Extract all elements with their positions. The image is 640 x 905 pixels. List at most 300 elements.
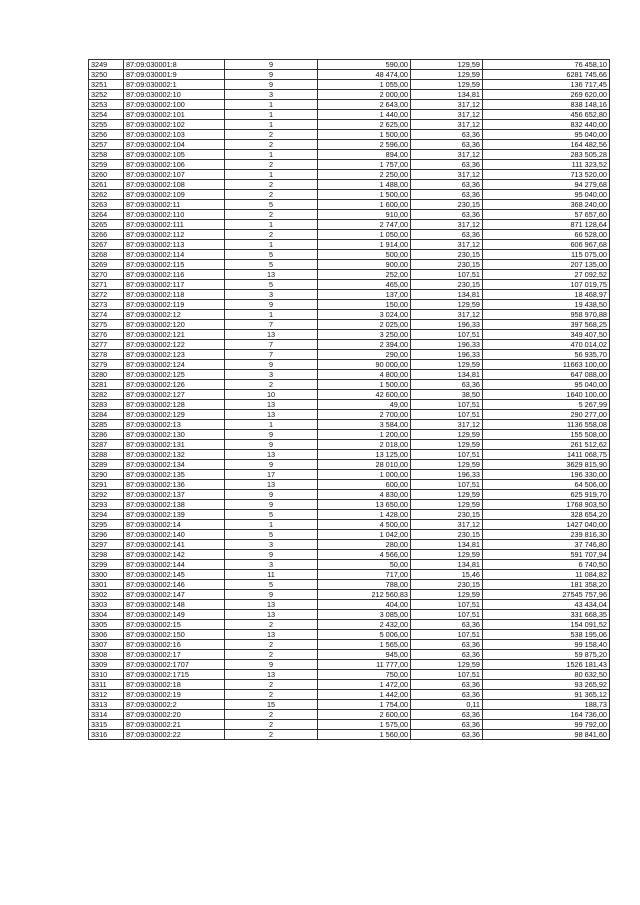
rate-cell: 63,36	[411, 690, 483, 700]
area-cell: 3 584,00	[318, 420, 411, 430]
group-code-cell: 9	[225, 500, 318, 510]
row-number-cell: 3252	[89, 90, 124, 100]
table-row	[89, 510, 610, 520]
group-code-cell: 9	[225, 490, 318, 500]
area-cell: 600,00	[318, 480, 411, 490]
cadastral-number-cell: 87:09:030002:109	[124, 190, 225, 200]
cadastral-number-cell: 87:09:030002:112	[124, 230, 225, 240]
rate-cell: 317,12	[411, 310, 483, 320]
cadastral-number-cell: 87:09:030002:20	[124, 710, 225, 720]
rate-cell: 63,36	[411, 620, 483, 630]
value-cell: 1768 903,50	[483, 500, 610, 510]
area-cell: 90 000,00	[318, 360, 411, 370]
rate-cell: 129,59	[411, 440, 483, 450]
value-cell: 95 040,00	[483, 130, 610, 140]
area-cell: 137,00	[318, 290, 411, 300]
rate-cell: 230,15	[411, 580, 483, 590]
area-cell: 3 024,00	[318, 310, 411, 320]
group-code-cell: 2	[225, 210, 318, 220]
area-cell: 13 125,00	[318, 450, 411, 460]
row-number-cell: 3273	[89, 300, 124, 310]
area-cell: 1 575,00	[318, 720, 411, 730]
value-cell: 1136 558,08	[483, 420, 610, 430]
cadastral-number-cell: 87:09:030002:149	[124, 610, 225, 620]
cadastral-number-cell: 87:09:030002:106	[124, 160, 225, 170]
value-cell: 328 654,20	[483, 510, 610, 520]
value-cell: 11 084,82	[483, 570, 610, 580]
group-code-cell: 1	[225, 520, 318, 530]
rate-cell: 317,12	[411, 120, 483, 130]
table-row	[89, 500, 610, 510]
cadastral-number-cell: 87:09:030002:107	[124, 170, 225, 180]
row-number-cell: 3307	[89, 640, 124, 650]
area-cell: 2 596,00	[318, 140, 411, 150]
group-code-cell: 2	[225, 730, 318, 740]
cadastral-number-cell: 87:09:030002:103	[124, 130, 225, 140]
value-cell: 11663 100,00	[483, 360, 610, 370]
area-cell: 42 600,00	[318, 390, 411, 400]
table-row	[89, 460, 610, 470]
value-cell: 111 323,52	[483, 160, 610, 170]
row-number-cell: 3279	[89, 360, 124, 370]
area-cell: 1 500,00	[318, 130, 411, 140]
table-row	[89, 330, 610, 340]
table-row	[89, 380, 610, 390]
area-cell: 1 050,00	[318, 230, 411, 240]
value-cell: 625 919,70	[483, 490, 610, 500]
group-code-cell: 2	[225, 650, 318, 660]
group-code-cell: 3	[225, 90, 318, 100]
group-code-cell: 11	[225, 570, 318, 580]
table-row	[89, 420, 610, 430]
cadastral-number-cell: 87:09:030002:111	[124, 220, 225, 230]
group-code-cell: 13	[225, 630, 318, 640]
value-cell: 59 875,20	[483, 650, 610, 660]
rate-cell: 63,36	[411, 140, 483, 150]
table-row	[89, 310, 610, 320]
cadastral-number-cell: 87:09:030001:8	[124, 60, 225, 70]
table-row	[89, 550, 610, 560]
rate-cell: 129,59	[411, 490, 483, 500]
rate-cell: 107,51	[411, 670, 483, 680]
rate-cell: 317,12	[411, 220, 483, 230]
row-number-cell: 3301	[89, 580, 124, 590]
area-cell: 150,00	[318, 300, 411, 310]
area-cell: 788,00	[318, 580, 411, 590]
value-cell: 871 128,64	[483, 220, 610, 230]
rate-cell: 134,81	[411, 290, 483, 300]
rate-cell: 63,36	[411, 380, 483, 390]
group-code-cell: 9	[225, 590, 318, 600]
row-number-cell: 3289	[89, 460, 124, 470]
rate-cell: 63,36	[411, 680, 483, 690]
table-row	[89, 620, 610, 630]
rate-cell: 107,51	[411, 630, 483, 640]
area-cell: 1 757,00	[318, 160, 411, 170]
rate-cell: 129,59	[411, 430, 483, 440]
table-row	[89, 130, 610, 140]
area-cell: 4 500,00	[318, 520, 411, 530]
table-row	[89, 250, 610, 260]
rate-cell: 129,59	[411, 660, 483, 670]
cadastral-number-cell: 87:09:030002:12	[124, 310, 225, 320]
row-number-cell: 3311	[89, 680, 124, 690]
area-cell: 28 010,00	[318, 460, 411, 470]
area-cell: 945,00	[318, 650, 411, 660]
rate-cell: 129,59	[411, 500, 483, 510]
table-row	[89, 440, 610, 450]
cadastral-number-cell: 87:09:030002:10	[124, 90, 225, 100]
row-number-cell: 3306	[89, 630, 124, 640]
cadastral-number-cell: 87:09:030002:1	[124, 80, 225, 90]
area-cell: 1 055,00	[318, 80, 411, 90]
rate-cell: 63,36	[411, 160, 483, 170]
area-cell: 1 428,00	[318, 510, 411, 520]
group-code-cell: 7	[225, 320, 318, 330]
rate-cell: 196,33	[411, 470, 483, 480]
cadastral-number-cell: 87:09:030002:1707	[124, 660, 225, 670]
area-cell: 4 566,00	[318, 550, 411, 560]
value-cell: 93 265,92	[483, 680, 610, 690]
group-code-cell: 3	[225, 540, 318, 550]
row-number-cell: 3254	[89, 110, 124, 120]
rate-cell: 129,59	[411, 550, 483, 560]
table-row	[89, 120, 610, 130]
rate-cell: 196,33	[411, 350, 483, 360]
rate-cell: 129,59	[411, 460, 483, 470]
table-row	[89, 360, 610, 370]
group-code-cell: 9	[225, 60, 318, 70]
cadastral-number-cell: 87:09:030002:122	[124, 340, 225, 350]
area-cell: 590,00	[318, 60, 411, 70]
row-number-cell: 3310	[89, 670, 124, 680]
rate-cell: 107,51	[411, 450, 483, 460]
cadastral-number-cell: 87:09:030002:117	[124, 280, 225, 290]
table-row	[89, 430, 610, 440]
rate-cell: 317,12	[411, 150, 483, 160]
area-cell: 1 565,00	[318, 640, 411, 650]
area-cell: 465,00	[318, 280, 411, 290]
area-cell: 2 025,00	[318, 320, 411, 330]
row-number-cell: 3288	[89, 450, 124, 460]
table-row	[89, 190, 610, 200]
table-row	[89, 530, 610, 540]
table-row	[89, 220, 610, 230]
row-number-cell: 3290	[89, 470, 124, 480]
cadastral-number-cell: 87:09:030002:105	[124, 150, 225, 160]
row-number-cell: 3316	[89, 730, 124, 740]
row-number-cell: 3302	[89, 590, 124, 600]
group-code-cell: 2	[225, 690, 318, 700]
cadastral-number-cell: 87:09:030002:13	[124, 420, 225, 430]
group-code-cell: 13	[225, 480, 318, 490]
area-cell: 1 000,00	[318, 470, 411, 480]
value-cell: 290 277,00	[483, 410, 610, 420]
row-number-cell: 3278	[89, 350, 124, 360]
table-row	[89, 710, 610, 720]
area-cell: 1 500,00	[318, 380, 411, 390]
value-cell: 43 434,04	[483, 600, 610, 610]
row-number-cell: 3275	[89, 320, 124, 330]
value-cell: 27545 757,96	[483, 590, 610, 600]
cadastral-number-cell: 87:09:030002:126	[124, 380, 225, 390]
cadastral-number-cell: 87:09:030002:11	[124, 200, 225, 210]
cadastral-number-cell: 87:09:030002:135	[124, 470, 225, 480]
cadastral-number-cell: 87:09:030002:142	[124, 550, 225, 560]
group-code-cell: 13	[225, 600, 318, 610]
value-cell: 591 707,94	[483, 550, 610, 560]
row-number-cell: 3292	[89, 490, 124, 500]
group-code-cell: 9	[225, 80, 318, 90]
rate-cell: 129,59	[411, 590, 483, 600]
table-row	[89, 70, 610, 80]
table-row	[89, 300, 610, 310]
cadastral-number-cell: 87:09:030002:148	[124, 600, 225, 610]
rate-cell: 230,15	[411, 200, 483, 210]
row-number-cell: 3281	[89, 380, 124, 390]
group-code-cell: 5	[225, 200, 318, 210]
row-number-cell: 3257	[89, 140, 124, 150]
value-cell: 64 506,00	[483, 480, 610, 490]
group-code-cell: 2	[225, 160, 318, 170]
row-number-cell: 3284	[89, 410, 124, 420]
area-cell: 2 747,00	[318, 220, 411, 230]
row-number-cell: 3266	[89, 230, 124, 240]
row-number-cell: 3262	[89, 190, 124, 200]
row-number-cell: 3259	[89, 160, 124, 170]
area-cell: 4 800,00	[318, 370, 411, 380]
rate-cell: 230,15	[411, 280, 483, 290]
table-row	[89, 80, 610, 90]
table-row	[89, 230, 610, 240]
row-number-cell: 3270	[89, 270, 124, 280]
value-cell: 1640 100,00	[483, 390, 610, 400]
group-code-cell: 2	[225, 620, 318, 630]
area-cell: 1 914,00	[318, 240, 411, 250]
row-number-cell: 3251	[89, 80, 124, 90]
area-cell: 894,00	[318, 150, 411, 160]
table-row	[89, 110, 610, 120]
table-row	[89, 370, 610, 380]
cadastral-number-cell: 87:09:030002:19	[124, 690, 225, 700]
table-row	[89, 210, 610, 220]
table-row	[89, 140, 610, 150]
row-number-cell: 3299	[89, 560, 124, 570]
group-code-cell: 5	[225, 510, 318, 520]
row-number-cell: 3271	[89, 280, 124, 290]
cadastral-number-cell: 87:09:030002:128	[124, 400, 225, 410]
group-code-cell: 2	[225, 190, 318, 200]
value-cell: 958 970,88	[483, 310, 610, 320]
cadastral-number-cell: 87:09:030002:116	[124, 270, 225, 280]
group-code-cell: 13	[225, 400, 318, 410]
value-cell: 19 438,50	[483, 300, 610, 310]
area-cell: 3 085,00	[318, 610, 411, 620]
rate-cell: 230,15	[411, 510, 483, 520]
rate-cell: 230,15	[411, 260, 483, 270]
area-cell: 717,00	[318, 570, 411, 580]
rate-cell: 63,36	[411, 730, 483, 740]
table-row	[89, 390, 610, 400]
row-number-cell: 3280	[89, 370, 124, 380]
value-cell: 99 792,00	[483, 720, 610, 730]
value-cell: 470 014,02	[483, 340, 610, 350]
area-cell: 2 432,00	[318, 620, 411, 630]
table-row	[89, 100, 610, 110]
group-code-cell: 2	[225, 130, 318, 140]
value-cell: 155 508,00	[483, 430, 610, 440]
rate-cell: 38,50	[411, 390, 483, 400]
rate-cell: 0,11	[411, 700, 483, 710]
rate-cell: 129,59	[411, 70, 483, 80]
group-code-cell: 9	[225, 550, 318, 560]
value-cell: 397 568,25	[483, 320, 610, 330]
value-cell: 188,73	[483, 700, 610, 710]
row-number-cell: 3256	[89, 130, 124, 140]
table-row	[89, 580, 610, 590]
area-cell: 48 474,00	[318, 70, 411, 80]
row-number-cell: 3313	[89, 700, 124, 710]
group-code-cell: 5	[225, 250, 318, 260]
group-code-cell: 5	[225, 530, 318, 540]
rate-cell: 107,51	[411, 410, 483, 420]
rate-cell: 107,51	[411, 610, 483, 620]
cadastral-number-cell: 87:09:030002:129	[124, 410, 225, 420]
value-cell: 94 279,68	[483, 180, 610, 190]
row-number-cell: 3291	[89, 480, 124, 490]
value-cell: 107 019,75	[483, 280, 610, 290]
table-row	[89, 540, 610, 550]
cadastral-number-cell: 87:09:030002:146	[124, 580, 225, 590]
table-row	[89, 240, 610, 250]
area-cell: 2 394,00	[318, 340, 411, 350]
table-row	[89, 640, 610, 650]
group-code-cell: 2	[225, 230, 318, 240]
group-code-cell: 2	[225, 640, 318, 650]
table-row	[89, 350, 610, 360]
cadastral-number-cell: 87:09:030002:125	[124, 370, 225, 380]
table-row	[89, 570, 610, 580]
cadastral-number-cell: 87:09:030002:130	[124, 430, 225, 440]
cadastral-number-cell: 87:09:030002:134	[124, 460, 225, 470]
table-row	[89, 340, 610, 350]
table-row	[89, 680, 610, 690]
table-row	[89, 200, 610, 210]
row-number-cell: 3294	[89, 510, 124, 520]
value-cell: 3629 815,90	[483, 460, 610, 470]
rate-cell: 63,36	[411, 720, 483, 730]
group-code-cell: 9	[225, 360, 318, 370]
group-code-cell: 10	[225, 390, 318, 400]
group-code-cell: 2	[225, 720, 318, 730]
group-code-cell: 9	[225, 660, 318, 670]
cadastral-number-cell: 87:09:030002:119	[124, 300, 225, 310]
row-number-cell: 3276	[89, 330, 124, 340]
group-code-cell: 2	[225, 710, 318, 720]
row-number-cell: 3305	[89, 620, 124, 630]
row-number-cell: 3267	[89, 240, 124, 250]
area-cell: 1 442,00	[318, 690, 411, 700]
row-number-cell: 3264	[89, 210, 124, 220]
rate-cell: 134,81	[411, 90, 483, 100]
row-number-cell: 3253	[89, 100, 124, 110]
table-row	[89, 560, 610, 570]
rate-cell: 63,36	[411, 230, 483, 240]
cadastral-number-cell: 87:09:030002:1715	[124, 670, 225, 680]
value-cell: 1411 068,75	[483, 450, 610, 460]
rate-cell: 230,15	[411, 250, 483, 260]
value-cell: 832 440,00	[483, 120, 610, 130]
table-row	[89, 660, 610, 670]
group-code-cell: 1	[225, 120, 318, 130]
row-number-cell: 3303	[89, 600, 124, 610]
cadastral-number-cell: 87:09:030002:120	[124, 320, 225, 330]
table-row	[89, 590, 610, 600]
rate-cell: 15,46	[411, 570, 483, 580]
table-row	[89, 690, 610, 700]
cadastral-number-cell: 87:09:030002:131	[124, 440, 225, 450]
table-row	[89, 520, 610, 530]
rate-cell: 129,59	[411, 60, 483, 70]
rate-cell: 107,51	[411, 330, 483, 340]
cadastral-number-cell: 87:09:030002:141	[124, 540, 225, 550]
cadastral-number-cell: 87:09:030002:102	[124, 120, 225, 130]
group-code-cell: 1	[225, 310, 318, 320]
rate-cell: 230,15	[411, 530, 483, 540]
area-cell: 900,00	[318, 260, 411, 270]
cadastral-number-cell: 87:09:030002:147	[124, 590, 225, 600]
cadastral-number-cell: 87:09:030002:127	[124, 390, 225, 400]
value-cell: 269 620,00	[483, 90, 610, 100]
value-cell: 283 505,28	[483, 150, 610, 160]
area-cell: 3 250,00	[318, 330, 411, 340]
rate-cell: 196,33	[411, 320, 483, 330]
group-code-cell: 1	[225, 170, 318, 180]
rate-cell: 317,12	[411, 110, 483, 120]
group-code-cell: 1	[225, 220, 318, 230]
row-number-cell: 3283	[89, 400, 124, 410]
rate-cell: 134,81	[411, 370, 483, 380]
group-code-cell: 7	[225, 340, 318, 350]
area-cell: 2 018,00	[318, 440, 411, 450]
table-row	[89, 60, 610, 70]
group-code-cell: 13	[225, 330, 318, 340]
cadastral-number-cell: 87:09:030002:140	[124, 530, 225, 540]
cadastral-number-cell: 87:09:030002:104	[124, 140, 225, 150]
table-row	[89, 270, 610, 280]
value-cell: 331 668,35	[483, 610, 610, 620]
row-number-cell: 3298	[89, 550, 124, 560]
group-code-cell: 3	[225, 560, 318, 570]
table-row	[89, 490, 610, 500]
area-cell: 1 200,00	[318, 430, 411, 440]
rate-cell: 129,59	[411, 80, 483, 90]
area-cell: 1 488,00	[318, 180, 411, 190]
rate-cell: 134,81	[411, 560, 483, 570]
cadastral-number-cell: 87:09:030002:136	[124, 480, 225, 490]
group-code-cell: 2	[225, 140, 318, 150]
value-cell: 164 482,56	[483, 140, 610, 150]
area-cell: 252,00	[318, 270, 411, 280]
table-row	[89, 630, 610, 640]
table-row	[89, 600, 610, 610]
table-row	[89, 170, 610, 180]
table-row	[89, 90, 610, 100]
value-cell: 18 468,97	[483, 290, 610, 300]
cadastral-number-cell: 87:09:030002:110	[124, 210, 225, 220]
table-row	[89, 400, 610, 410]
group-code-cell: 9	[225, 440, 318, 450]
